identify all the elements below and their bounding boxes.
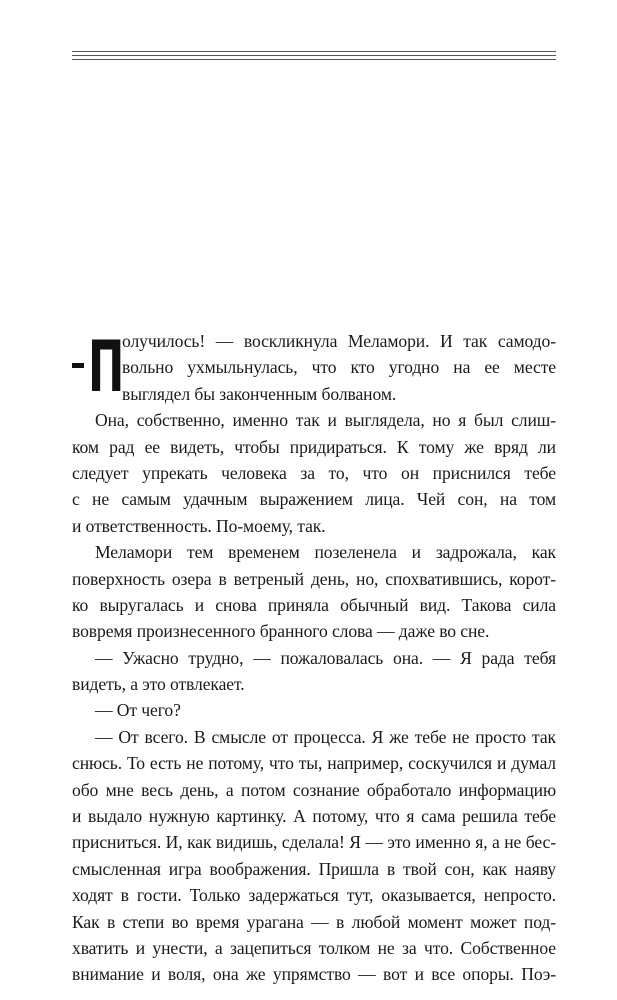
text-line: поверхность озера в ветреный день, но, спохватившись, корот- — [72, 568, 556, 589]
text-line: выглядел бы законченным болваном. — [122, 383, 397, 404]
text-line: — От чего? — [95, 700, 181, 721]
text-line: и выдало нужную картинку. А потому, что я сама решила тебе — [72, 806, 556, 827]
header-rule — [72, 59, 556, 60]
text-line: — Ужасно трудно, — пожаловалась она. — Я рада тебя — [95, 647, 556, 668]
text-line: внимание и воля, она же упрямство — вот и все опоры. Поэ- — [72, 964, 556, 985]
text-line: видеть, а это отвлекает. — [72, 674, 245, 695]
text-line: хватить и унести, а зацепиться толком не за что. Собственное — [72, 937, 556, 958]
text-line: присниться. И, как видишь, сделала! Я — это именно я, а не бес- — [72, 832, 556, 853]
text-line: снюсь. То есть не потому, что ты, например, соскучился и думал — [72, 753, 556, 774]
text-line: Меламори тем временем позеленела и задрожала, как — [95, 542, 556, 563]
drop-cap-letter: П — [88, 326, 125, 408]
text-line: и ответственность. По-моему, так. — [72, 515, 326, 536]
drop-cap — [72, 326, 125, 408]
text-line: — От всего. В смысле от процесса. Я же тебе не просто так — [95, 726, 556, 747]
text-line: вольно ухмыльнулась, что кто угодно на ее месте — [122, 357, 556, 378]
text-line: вовремя произнесенного бранного слова — даже во сне. — [72, 621, 490, 642]
text-line: с не самым удачным выражением лица. Чей сон, на том — [72, 489, 556, 510]
text-line: ходят в гости. Только задержаться тут, оказывается, непросто. — [72, 885, 556, 906]
text-line: обо мне весь день, а потом сознание обработало информацию — [72, 779, 556, 800]
text-line: следует упрекать человека за то, что он приснился тебе — [72, 462, 556, 483]
header-rule — [72, 55, 556, 56]
text-line: ком рад ее видеть, чтобы придираться. К тому же вряд ли — [72, 436, 556, 457]
text-line: Она, собственно, именно так и выглядела, но я был слиш- — [95, 410, 556, 431]
text-line: Как в степи во время урагана — в любой момент может под- — [72, 911, 556, 932]
drop-cap-dash — [72, 363, 84, 368]
text-line: ко выругалась и снова приняла обычный вид. Такова сила — [72, 594, 556, 615]
text-line: олучилось! — воскликнула Меламори. И так самодо- — [122, 331, 556, 351]
text-line: смысленная игра воображения. Пришла в твой сон, как наяву — [72, 858, 556, 879]
body-text — [72, 328, 556, 988]
header-rule — [72, 51, 556, 52]
